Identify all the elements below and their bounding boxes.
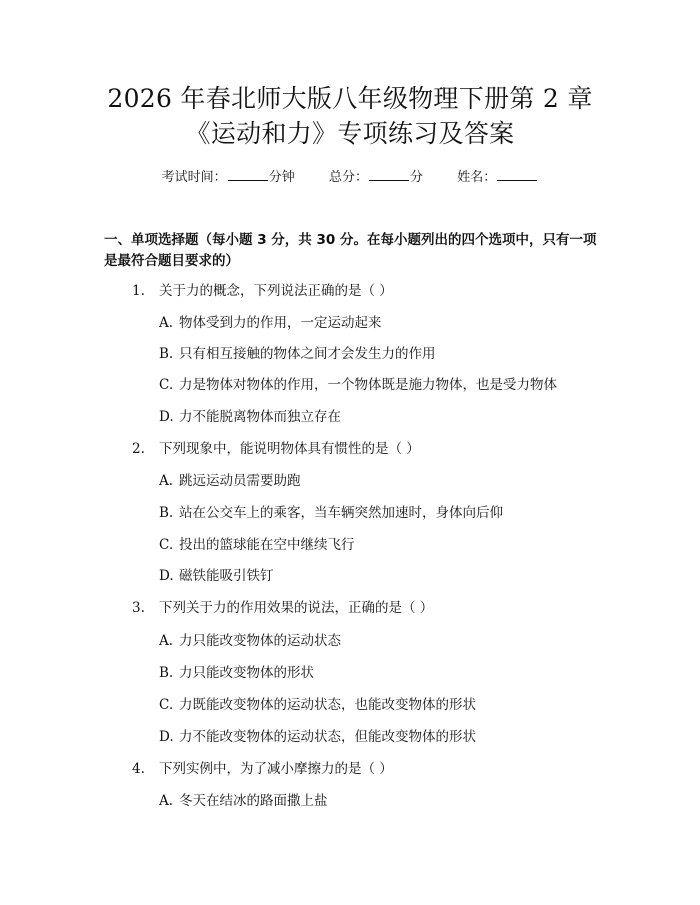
option-letter: A. <box>159 473 174 489</box>
exam-time-field <box>162 168 295 187</box>
option-text: 跳远运动员需要助跑 <box>179 473 301 489</box>
question-4-option-a <box>159 792 328 810</box>
option-text: 力只能改变物体的形状 <box>179 665 314 681</box>
option-letter: B. <box>159 665 174 681</box>
option-letter: C. <box>159 537 174 553</box>
question-number: 4. <box>132 761 145 777</box>
question-number: 1. <box>132 283 145 299</box>
option-text: 物体受到力的作用，一定运动起来 <box>179 315 382 331</box>
total-score-label: 总分： <box>328 170 368 185</box>
student-name-label: 姓名： <box>457 170 497 185</box>
question-number: 3. <box>132 600 145 616</box>
student-name-blank <box>497 168 537 181</box>
question-1-option-b <box>159 345 436 363</box>
question-text: 下列关于力的作用效果的说法，正确的是（ ） <box>159 600 434 616</box>
document-title-line-2: 《运动和力》专项练习及答案 <box>185 119 515 148</box>
option-text: 力是物体对物体的作用，一个物体既是施力物体，也是受力物体 <box>179 377 557 393</box>
exam-info-line <box>0 168 700 187</box>
option-letter: B. <box>159 505 174 521</box>
option-letter: A. <box>159 793 174 809</box>
option-text: 磁铁能吸引铁钉 <box>179 568 274 584</box>
option-text: 站在公交车上的乘客，当车辆突然加速时，身体向后仰 <box>179 505 503 521</box>
question-text: 关于力的概念，下列说法正确的是（ ） <box>159 283 393 299</box>
question-1-stem <box>132 282 393 300</box>
question-1-option-d <box>159 408 341 426</box>
document-title-line-1: 2026 年春北师大版八年级物理下册第 2 章 <box>107 84 593 113</box>
question-2-stem <box>132 440 420 458</box>
question-3-stem <box>132 599 433 617</box>
question-3-option-d <box>159 728 476 746</box>
question-3-option-c <box>159 696 476 714</box>
option-text: 力不能脱离物体而独立存在 <box>179 409 341 425</box>
question-2-option-c <box>159 536 355 554</box>
student-name-field <box>457 168 538 187</box>
question-1-option-c <box>159 376 557 394</box>
question-2-option-a <box>159 472 301 490</box>
option-letter: D. <box>159 568 174 584</box>
option-text: 投出的篮球能在空中继续飞行 <box>179 537 355 553</box>
option-letter: A. <box>159 633 174 649</box>
option-letter: B. <box>159 346 174 362</box>
exam-time-label: 考试时间： <box>161 170 227 185</box>
question-number: 2. <box>132 441 145 457</box>
question-2-option-d <box>159 567 274 585</box>
option-letter: D. <box>159 729 174 745</box>
question-3-option-b <box>159 664 314 682</box>
option-letter: C. <box>159 377 174 393</box>
question-2-option-b <box>159 504 503 522</box>
option-letter: C. <box>159 697 174 713</box>
question-text: 下列现象中，能说明物体具有惯性的是（ ） <box>159 441 420 457</box>
option-text: 力既能改变物体的运动状态，也能改变物体的形状 <box>179 697 476 713</box>
question-3-option-a <box>159 632 341 650</box>
exam-time-blank <box>228 168 268 181</box>
section-heading: 一、单项选择题（每小题 3 分，共 30 分。在每小题列出的四个选项中，只有一项是最符合题目要求的） <box>104 232 597 269</box>
option-text: 冬天在结冰的路面撒上盐 <box>179 793 328 809</box>
option-text: 力只能改变物体的运动状态 <box>179 633 341 649</box>
option-letter: A. <box>159 315 174 331</box>
option-text: 只有相互接触的物体之间才会发生力的作用 <box>179 346 436 362</box>
total-score-blank <box>369 168 409 181</box>
total-score-unit: 分 <box>410 170 424 185</box>
total-score-field <box>329 168 423 187</box>
option-letter: D. <box>159 409 174 425</box>
question-1-option-a <box>159 314 382 332</box>
question-text: 下列实例中，为了减小摩擦力的是（ ） <box>159 761 393 777</box>
question-4-stem <box>132 760 393 778</box>
exam-time-unit: 分钟 <box>268 170 295 185</box>
option-text: 力不能改变物体的运动状态，但能改变物体的形状 <box>179 729 476 745</box>
